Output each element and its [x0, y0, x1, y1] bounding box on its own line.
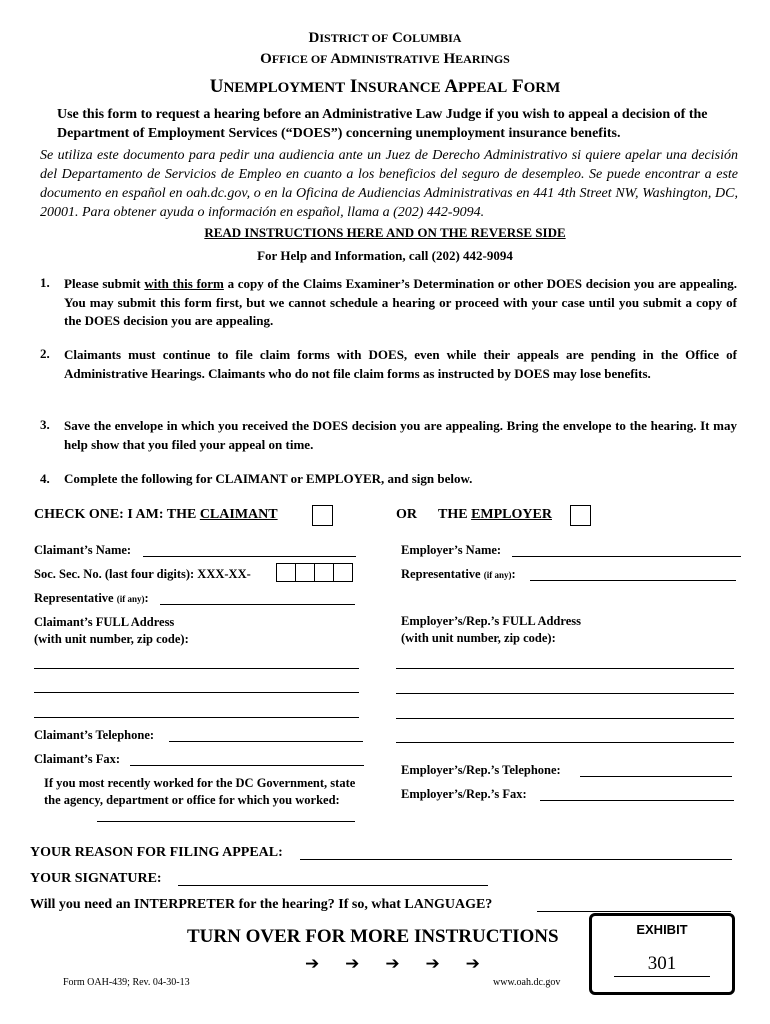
employer-address-label-1: Employer’s/Rep.’s FULL Address: [401, 614, 581, 628]
instruction-1-part-b: a copy of the Claims Examiner’s Determination or other DOES decision you are appealing. You may submit this form first, but we cannot schedule a hearing or proceed with your case until you submit a copy of the DOES decision you are appealing.: [64, 276, 737, 328]
instruction-3-number: 3.: [40, 417, 50, 432]
employer-address-line-1[interactable]: [396, 668, 734, 669]
check-one-or: OR: [396, 507, 417, 522]
claimant-phone-label: Claimant’s Telephone:: [34, 728, 155, 742]
claimant-phone-field[interactable]: [169, 741, 363, 742]
ssn-digit-box[interactable]: [315, 563, 334, 582]
claimant-rep-colon: :: [144, 591, 149, 605]
claimant-fax-label: Claimant’s Fax:: [34, 752, 120, 766]
instruction-3: Save the envelope in which you received the DOES decision you are appealing. Bring the envelope to the hearing. It may help show that you filed your appeal on time.: [64, 418, 737, 452]
employer-rep-label: [401, 567, 516, 582]
claimant-ssn-label: Soc. Sec. No. (last four digits): XXX-XX-: [34, 567, 251, 581]
instruction-1-number: 1.: [40, 275, 50, 290]
instruction-4-number: 4.: [40, 471, 50, 486]
employer-name-field[interactable]: [512, 556, 741, 557]
intro-spanish: Se utiliza este documento para pedir una audiencia ante un Juez de Derecho Administrativo si quiere apelar una decisión del Departamento de Servicios de Empleo en cuanto a los beneficios del seguro de desempleo. Se puede encontrar a este documento en español en oah.dc.gov, o en la Oficina de Audiencias Administrativas en 441 4th Street NW, Washington, DC, 20001. Para obtener ayuda o información en español, llama a (202) 442-9094.: [40, 148, 738, 220]
check-one-claimant: [34, 507, 278, 523]
employer-phone-label: Employer’s/Rep.’s Telephone:: [401, 763, 561, 777]
claimant-address-line-1[interactable]: [34, 668, 359, 669]
claimant-dc-gov-question: If you most recently worked for the DC Government, state the agency, department or office for which you worked:: [44, 776, 356, 807]
exhibit-stamp: [589, 913, 735, 995]
employer-fax-label: Employer’s/Rep.’s Fax:: [401, 787, 527, 801]
claimant-rep-field[interactable]: [160, 604, 355, 605]
claimant-checkbox[interactable]: [312, 505, 333, 526]
check-one-prefix: CHECK ONE: I AM: THE: [34, 507, 200, 522]
employer-name-label: Employer’s Name:: [401, 543, 502, 557]
help-line: For Help and Information, call (202) 442-9094: [257, 248, 513, 263]
ssn-digit-box[interactable]: [276, 563, 296, 582]
employer-phone-field[interactable]: [580, 776, 732, 777]
exhibit-number: 301: [614, 952, 710, 977]
claimant-name-field[interactable]: [143, 556, 356, 557]
turn-over-notice: TURN OVER FOR MORE INSTRUCTIONS: [187, 926, 559, 947]
interpreter-language-field[interactable]: [537, 911, 731, 912]
employer-rep-text: Representative: [401, 567, 481, 581]
reason-field[interactable]: [300, 859, 732, 860]
claimant-option-label: CLAIMANT: [199, 507, 278, 522]
instruction-4: Complete the following for CLAIMANT or EMPLOYER, and sign below.: [64, 471, 473, 486]
claimant-name-label: Claimant’s Name:: [34, 543, 132, 557]
form-title: UNEMPLOYMENT INSURANCE APPEAL FORM: [209, 76, 561, 97]
instruction-2-number: 2.: [40, 346, 50, 361]
claimant-address-label-1: Claimant’s FULL Address: [34, 615, 175, 629]
employer-option-label: EMPLOYER: [471, 507, 552, 522]
instruction-1-underline: with this form: [144, 276, 224, 291]
ssn-digit-box[interactable]: [334, 563, 353, 582]
employer-rep-colon: :: [511, 567, 516, 581]
instruction-2: Claimants must continue to file claim forms with DOES, even while their appeals are pending in the Office of Administrative Hearings. Claimants who do not file claim forms as instructed by DOES may lose benefits.: [64, 347, 737, 381]
claimant-dc-gov-field[interactable]: [97, 821, 355, 822]
employer-rep-field[interactable]: [530, 580, 736, 581]
signature-field[interactable]: [178, 885, 488, 886]
ssn-digit-box[interactable]: [296, 563, 315, 582]
reason-label: YOUR REASON FOR FILING APPEAL:: [30, 845, 283, 860]
employer-rep-note: (if any): [483, 570, 512, 580]
claimant-rep-text: Representative: [34, 591, 114, 605]
intro-english: Use this form to request a hearing before an Administrative Law Judge if you wish to appeal a decision of the Department of Employment Services (“DOES”) concerning unemployment insurance benefits.: [57, 107, 708, 141]
employer-fax-field[interactable]: [540, 800, 734, 801]
employer-option-prefix: THE: [438, 507, 472, 522]
claimant-address-line-3[interactable]: [34, 717, 359, 718]
claimant-ssn-boxes: [276, 563, 353, 582]
interpreter-label: Will you need an INTERPRETER for the hearing? If so, what LANGUAGE?: [30, 897, 493, 912]
website: www.oah.dc.gov: [493, 977, 561, 988]
claimant-fax-field[interactable]: [130, 765, 364, 766]
arrow-right-icon: ➔ ➔ ➔ ➔ ➔: [305, 954, 490, 974]
read-instructions: READ INSTRUCTIONS HERE AND ON THE REVERSE SIDE: [204, 225, 566, 240]
signature-label: YOUR SIGNATURE:: [30, 871, 162, 886]
instruction-1: [64, 275, 737, 331]
exhibit-label: EXHIBIT: [636, 922, 688, 937]
header-line-2: OFFICE OF ADMINISTRATIVE HEARINGS: [260, 51, 510, 67]
employer-address-line-4[interactable]: [396, 742, 734, 743]
employer-address-label-2: (with unit number, zip code):: [401, 631, 556, 645]
check-one-employer: [438, 507, 552, 523]
employer-checkbox[interactable]: [570, 505, 591, 526]
header-line-1: DISTRICT OF COLUMBIA: [308, 30, 462, 46]
employer-address-line-3[interactable]: [396, 718, 734, 719]
claimant-address-line-2[interactable]: [34, 692, 359, 693]
claimant-address-label-2: (with unit number, zip code):: [34, 632, 189, 646]
form-id: Form OAH-439; Rev. 04-30-13: [63, 977, 190, 988]
claimant-rep-note: (if any): [116, 594, 145, 604]
instruction-1-part-a: Please submit: [64, 276, 145, 291]
employer-address-line-2[interactable]: [396, 693, 734, 694]
claimant-rep-label: [34, 591, 149, 606]
